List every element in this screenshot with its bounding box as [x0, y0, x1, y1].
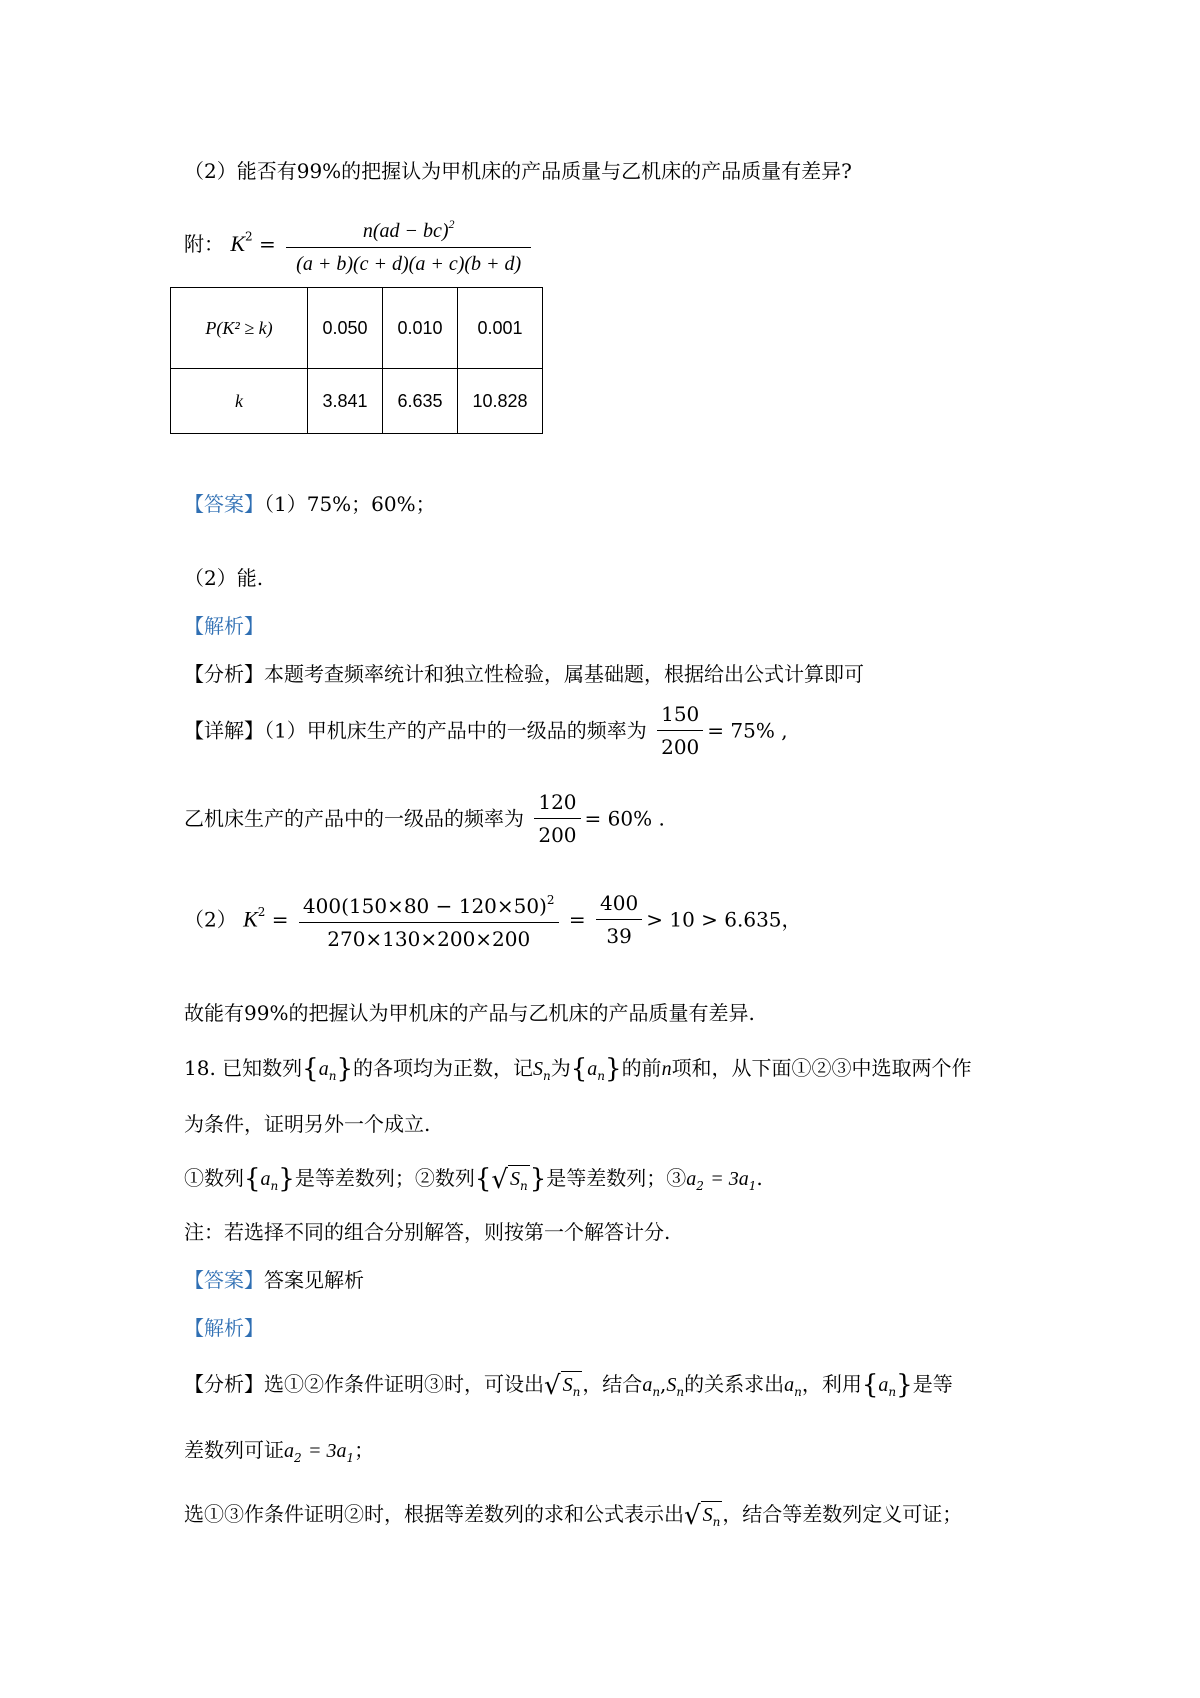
chi-square-fraction: $\frac{400(150\times 80 - 120\times 50)^2}{270\times 130\times 200\times 200}$ — [299, 886, 559, 953]
question-18-line-1: 18. 已知数列$\{a_n\}$的各项均为正数，记$S_n$为$\{a_n\}$的前n项和，从下面①②③中选取两个作 — [184, 1054, 972, 1084]
appendix-label: 附： — [184, 232, 224, 256]
answer-1-part-2: （2）能. — [184, 566, 264, 590]
k-squared-fraction — [286, 210, 531, 278]
table-cell-p1: 0.050 — [308, 288, 383, 369]
question-18-note: 注：若选择不同的组合分别解答，则按第一个解答计分. — [184, 1220, 671, 1244]
analysis-tag: 【解析】 — [184, 614, 264, 638]
formula-numerator: n(ad − bc)$^2$ — [362, 217, 455, 242]
fenxi-2-line-3: 选①③作条件证明②时，根据等差数列的求和公式表示出√ $S_n$ ，结合等差数列定义可证； — [184, 1501, 963, 1531]
analysis-tag-2: 【解析】 — [184, 1316, 264, 1340]
fenxi-2-line-2: 差数列可证$a_2 = 3a_1$； — [184, 1438, 375, 1465]
fenxi-2-line-1: 【分析】选①②作条件证明③时，可设出√ $S_n$ ，结合$a_n,S_n$的关系求出$a_n$，利用$\{a_n\}$是等 — [184, 1370, 953, 1401]
fraction-400-39: $\frac{400}{39}$ — [596, 889, 642, 950]
formula-lhs-exponent: 2 — [245, 229, 253, 244]
fraction-120-200: $\frac{120}{200}$ — [534, 788, 580, 849]
table-cell-k2: 6.635 — [383, 369, 458, 434]
fraction-150-200: $\frac{150}{200}$ — [657, 700, 703, 761]
question-2-prompt: （2）能否有99%的把握认为甲机床的产品质量与乙机床的产品质量有差异? — [184, 159, 852, 183]
detail-1-line-2: 乙机床生产的产品中的一级品的频率为 $\frac{120}{200}$ = 60% . — [184, 790, 665, 847]
table-header-k: k — [171, 369, 308, 434]
table-cell-p3: 0.001 — [458, 288, 543, 369]
critical-value-table — [170, 287, 543, 434]
table-cell-k3: 10.828 — [458, 369, 543, 434]
appendix-formula — [184, 210, 535, 280]
question-18-line-2: 为条件，证明另外一个成立. — [184, 1112, 431, 1136]
question-18-conditions: ①数列$\{a_n\}$是等差数列；②数列{√ $S_n$}是等差数列；$③a_2 = 3a_1$. — [184, 1164, 763, 1195]
formula-equals: = — [259, 232, 276, 256]
table-header-probability: P(K² ≥ k) — [171, 288, 308, 369]
answer-2: 【答案】答案见解析 — [184, 1268, 364, 1292]
fenxi-1: 【分析】本题考查频率统计和独立性检验，属基础题，根据给出公式计算即可 — [184, 662, 864, 686]
formula-denominator: (a + b)(c + d)(a + c)(b + d) — [286, 247, 531, 278]
answer-1: 【答案】（1）75%；60%； — [184, 492, 436, 516]
detail-1-conclusion: 故能有99%的把握认为甲机床的产品与乙机床的产品质量有差异. — [184, 1001, 755, 1025]
table-cell-p2: 0.010 — [383, 288, 458, 369]
table-cell-k1: 3.841 — [308, 369, 383, 434]
detail-1-chi-square: （2） $K^2$ = $\frac{400(150\times 80 - 120\times 50)^2}{270\times 130\times 200\times 200}$ = $\frac{400}{39}$ > 10 > 6.635， — [184, 886, 802, 956]
formula-lhs: K — [230, 231, 246, 256]
detail-1-line-1: 【详解】（1）甲机床生产的产品中的一级品的频率为 $\frac{150}{200}$ = 75% , — [184, 702, 788, 759]
answer-tag: 【答案】 — [184, 492, 264, 516]
